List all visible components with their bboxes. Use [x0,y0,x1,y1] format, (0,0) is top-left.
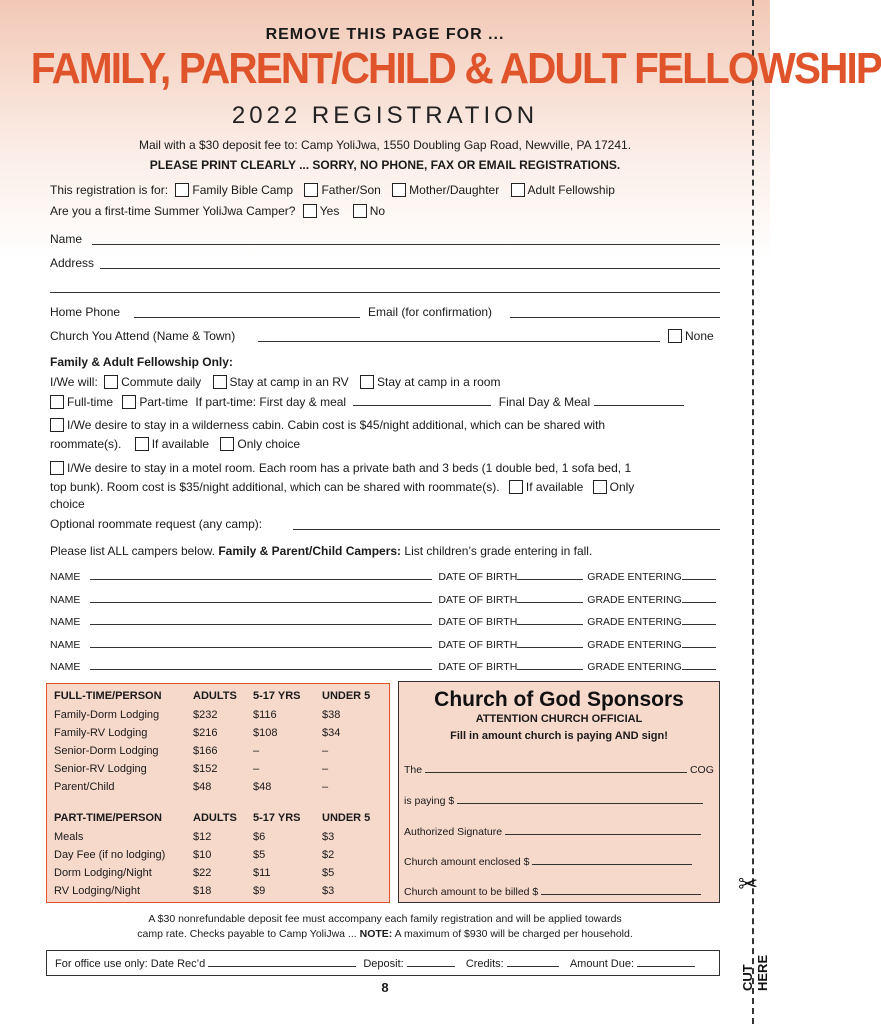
pricing-cell: $152 [193,763,218,775]
motel-row [50,461,631,475]
camper-dob-label: DATE OF BIRTH [438,661,518,673]
pricing-cell: – [322,781,329,793]
sponsor-title: Church of God Sponsors [434,688,684,711]
option-label: Father/Son [321,183,381,197]
motel-checkbox[interactable] [50,461,64,475]
deposit-note-2 [0,928,770,940]
pricing-cell: $5 [253,849,266,861]
pricing-cell: – [322,745,329,757]
sponsor-paying-row [404,792,703,807]
deposit-note-2b: NOTE: [359,928,393,940]
full-time-label: Full-time [67,395,114,409]
email-label: Email (for confirmation) [368,305,493,319]
pricing-cell: Day Fee (if no lodging) [54,849,166,861]
camper-row [50,568,716,583]
camper-grade-label: GRADE ENTERING [587,571,682,583]
camper-dob-label: DATE OF BIRTH [438,593,518,606]
camper-row [50,613,716,628]
option-label: Adult Fellowship [527,183,615,197]
camper-grade-label: GRADE ENTERING [587,593,682,606]
scissors-icon: ✂ [738,871,759,898]
campers-intro-b: Family & Parent/Child Campers: [218,544,402,558]
name-field[interactable] [92,244,720,245]
none-label: None [685,329,714,343]
office-date-label: For office use only: Date Rec’d [55,958,206,970]
cabin-row-2 [50,437,300,451]
camper-name-label: NAME [50,616,81,628]
option-label: Family Bible Camp [192,183,294,197]
pricing-cell: Family-Dorm Lodging [54,709,160,721]
sponsor-instruction: Fill in amount church is paying AND sign! [450,730,668,742]
camper-name-label: NAME [50,661,81,673]
mail-line: Mail with a $30 deposit fee to: Camp YoliJwa, 1550 Doubling Gap Road, Newville, PA 17241. [138,138,632,152]
name-label: Name [50,232,83,246]
pricing-cell: $116 [253,709,277,721]
pricing-cell: $2 [322,849,335,861]
pricing-cell: $216 [193,727,218,739]
first-time-row [50,204,385,218]
address-field-line2[interactable] [50,292,720,293]
pricing-cell: Parent/Child [54,781,115,793]
sponsor-enclosed-row [404,853,692,868]
sponsor-signature-field[interactable] [505,823,701,835]
camper-name-field[interactable] [90,568,432,580]
motel-text: I/We desire to stay in a motel room. Each room has a private bath and 3 beds (1 double bed, 1 sofa bed, 1 [67,461,632,475]
pricing-header-cell: FULL-TIME/PERSON [54,690,162,702]
adult-fellowship-checkbox[interactable] [511,183,525,197]
motel-if-available-label: If available [525,480,584,494]
stay-rv-checkbox[interactable] [213,375,227,389]
pricing-cell: Senior-Dorm Lodging [54,745,159,757]
stay-room-checkbox[interactable] [360,375,374,389]
pricing-cell: $11 [253,867,271,879]
motel-if-available-checkbox[interactable] [509,480,523,494]
part-time-checkbox[interactable] [122,395,136,409]
sponsor-signature-row [404,823,701,838]
camper-name-field[interactable] [90,591,432,603]
camper-dob-field[interactable] [517,591,583,603]
camper-grade-field[interactable] [682,658,716,670]
part-time-label: Part-time [139,395,189,409]
office-deposit-field[interactable] [407,957,455,967]
address-field[interactable] [100,268,720,269]
pricing-cell: $166 [193,745,218,757]
campers-intro-c: List children’s grade entering in fall. [404,544,593,558]
pricing-cell: $108 [253,727,278,739]
camper-grade-label: GRADE ENTERING [587,661,682,673]
pricing-header-cell: UNDER 5 [322,812,371,824]
motel-text-2: top bunk). Room cost is $35/night additional, which can be shared with roommate(s). [50,480,500,494]
camper-name-field[interactable] [90,658,432,670]
address-label: Address [50,256,95,270]
pricing-cell: $12 [193,831,212,843]
pricing-cell: $3 [322,831,335,843]
pricing-cell: – [322,763,329,775]
camper-grade-label: GRADE ENTERING [587,616,682,628]
commute-checkbox[interactable] [104,375,118,389]
cabin-text-2: roommate(s). [50,437,122,451]
camper-name-label: NAME [50,638,81,651]
motel-row-2 [50,480,634,494]
father-son-checkbox[interactable] [304,183,318,197]
church-field[interactable] [258,341,660,342]
print-line: PLEASE PRINT CLEARLY ... SORRY, NO PHONE, FAX OR EMAIL REGISTRATIONS. [149,158,621,172]
first-day-field[interactable] [353,394,491,406]
camper-name-label: NAME [50,593,81,606]
first-time-no-checkbox[interactable] [353,204,367,218]
camper-dob-label: DATE OF BIRTH [438,571,518,583]
camper-dob-field[interactable] [517,636,583,648]
camper-row [50,636,716,651]
pricing-header-cell: 5-17 YRS [253,690,301,702]
is-paying-label: is paying $ [404,795,455,807]
final-day-field[interactable] [594,394,684,406]
commute-label: Commute daily [121,375,202,389]
pricing-cell: $9 [253,885,266,897]
campers-intro [50,544,592,558]
billed-label: Church amount to be billed $ [404,886,539,898]
registration-for-label: This registration is for: [50,183,169,197]
yes-label: Yes [319,204,340,218]
mother-daughter-checkbox[interactable] [392,183,406,197]
pricing-cell: $6 [253,831,266,843]
the-label: The [404,764,423,776]
cabin-if-available-checkbox[interactable] [135,437,149,451]
office-deposit-label: Deposit: [363,958,404,970]
church-label: Church You Attend (Name & Town) [50,329,236,343]
camper-name-label: NAME [50,571,81,583]
motel-only-checkbox[interactable] [593,480,607,494]
cabin-checkbox[interactable] [50,418,64,432]
time-row [50,394,684,409]
motel-choice-label: choice [50,497,85,511]
camper-row [50,658,716,673]
camper-row [50,591,716,606]
cut-here-label: CUT HERE [740,954,770,991]
sponsor-billed-row [404,883,701,898]
pricing-cell: – [253,745,260,757]
full-time-checkbox[interactable] [50,395,64,409]
page-subtitle: 2022 REGISTRATION [231,102,539,129]
pricing-cell: $232 [193,709,218,721]
camper-dob-field[interactable] [517,658,583,670]
family-bible-camp-checkbox[interactable] [175,183,189,197]
no-label: No [369,204,386,218]
page-number: 8 [381,980,389,995]
stay-room-label: Stay at camp in a room [377,375,501,389]
pricing-cell: Family-RV Lodging [54,727,148,739]
pricing-header-cell: ADULTS [193,812,237,824]
roommate-field[interactable] [293,529,720,530]
fellowship-heading: Family & Adult Fellowship Only: [50,355,233,369]
cabin-text: I/We desire to stay in a wilderness cabin. Cabin cost is $45/night additional, which can be shared with [67,418,606,432]
first-time-label: Are you a first-time Summer YoliJwa Camper? [50,204,296,218]
sponsor-church-field[interactable] [425,761,687,773]
registration-for-row [50,183,615,197]
deposit-note-2a: camp rate. Checks payable to Camp YoliJwa ... [137,928,357,940]
pricing-cell: – [253,763,260,775]
camper-dob-label: DATE OF BIRTH [438,616,518,628]
pricing-cell: $18 [193,885,212,897]
office-date-field[interactable] [208,957,356,967]
office-use-box [46,950,720,976]
pricing-cell: $38 [322,709,341,721]
kicker: REMOVE THIS PAGE FOR ... [265,26,505,43]
office-amount-due-label: Amount Due: [569,958,635,970]
stay-rv-label: Stay at camp in an RV [229,375,349,389]
pricing-cell: $10 [193,849,212,861]
campers-intro-a: Please list ALL campers below. [50,544,215,558]
camper-grade-field[interactable] [682,636,716,648]
deposit-note-1: A $30 nonrefundable deposit fee must accompany each family registration and will be applied towards [148,913,622,925]
camper-dob-field[interactable] [517,613,583,625]
enclosed-label: Church amount enclosed $ [404,856,530,868]
pricing-header-cell: 5-17 YRS [253,812,301,824]
church-none-checkbox[interactable] [668,329,682,343]
pricing-cell: Meals [54,831,84,843]
first-day-label: If part-time: First day & meal [195,395,347,409]
camper-name-field[interactable] [90,636,432,648]
pricing-header-cell: UNDER 5 [322,690,371,702]
pricing-header-cell: PART-TIME/PERSON [54,812,162,824]
cabin-only-choice-checkbox[interactable] [220,437,234,451]
signature-label: Authorized Signature [404,826,503,838]
only-choice-label: Only choice [237,437,301,451]
camper-dob-label: DATE OF BIRTH [438,638,518,651]
camper-name-field[interactable] [90,613,432,625]
camper-grade-field[interactable] [682,568,716,580]
pricing-cell: Senior-RV Lodging [54,763,147,775]
sponsor-attention: ATTENTION CHURCH OFFICIAL [475,713,643,725]
final-day-label: Final Day & Meal [498,395,591,409]
pricing-cell: $48 [193,781,212,793]
cog-label: COG [689,764,714,776]
pricing-cell: $48 [253,781,272,793]
sponsor-enclosed-field[interactable] [532,853,692,865]
deposit-note-2c: A maximum of $930 will be charged per household. [394,928,633,940]
office-credits-label: Credits: [465,958,504,970]
sponsor-billed-field[interactable] [541,883,701,895]
pricing-cell: Dorm Lodging/Night [54,867,152,879]
pricing-cell: $3 [322,885,335,897]
home-phone-label: Home Phone [50,305,121,319]
we-will-row [50,375,500,389]
option-label: Mother/Daughter [409,183,500,197]
email-field[interactable] [510,317,720,318]
pricing-cell: RV Lodging/Night [54,885,141,897]
pricing-cell: $22 [193,867,212,879]
cabin-row [50,418,605,432]
camper-grade-field[interactable] [682,613,716,625]
camper-grade-field[interactable] [682,591,716,603]
office-amount-due-field[interactable] [637,957,695,967]
pricing-cell: $5 [322,867,335,879]
if-available-label: If available [151,437,210,451]
office-credits-field[interactable] [507,957,559,967]
page-title: FAMILY, PARENT/CHILD & ADULT FELLOWSHIP [30,44,881,93]
we-will-label: I/We will: [50,375,98,389]
first-time-yes-checkbox[interactable] [303,204,317,218]
church-none-row [668,329,714,343]
roommate-label: Optional roommate request (any camp): [50,517,263,531]
camper-grade-label: GRADE ENTERING [587,638,682,651]
sponsor-church-row [404,761,714,776]
pricing-cell: $34 [322,727,341,739]
motel-only-label: Only [609,480,635,494]
camper-dob-field[interactable] [517,568,583,580]
pricing-header-cell: ADULTS [193,690,237,702]
sponsor-paying-field[interactable] [457,792,703,804]
home-phone-field[interactable] [134,317,360,318]
